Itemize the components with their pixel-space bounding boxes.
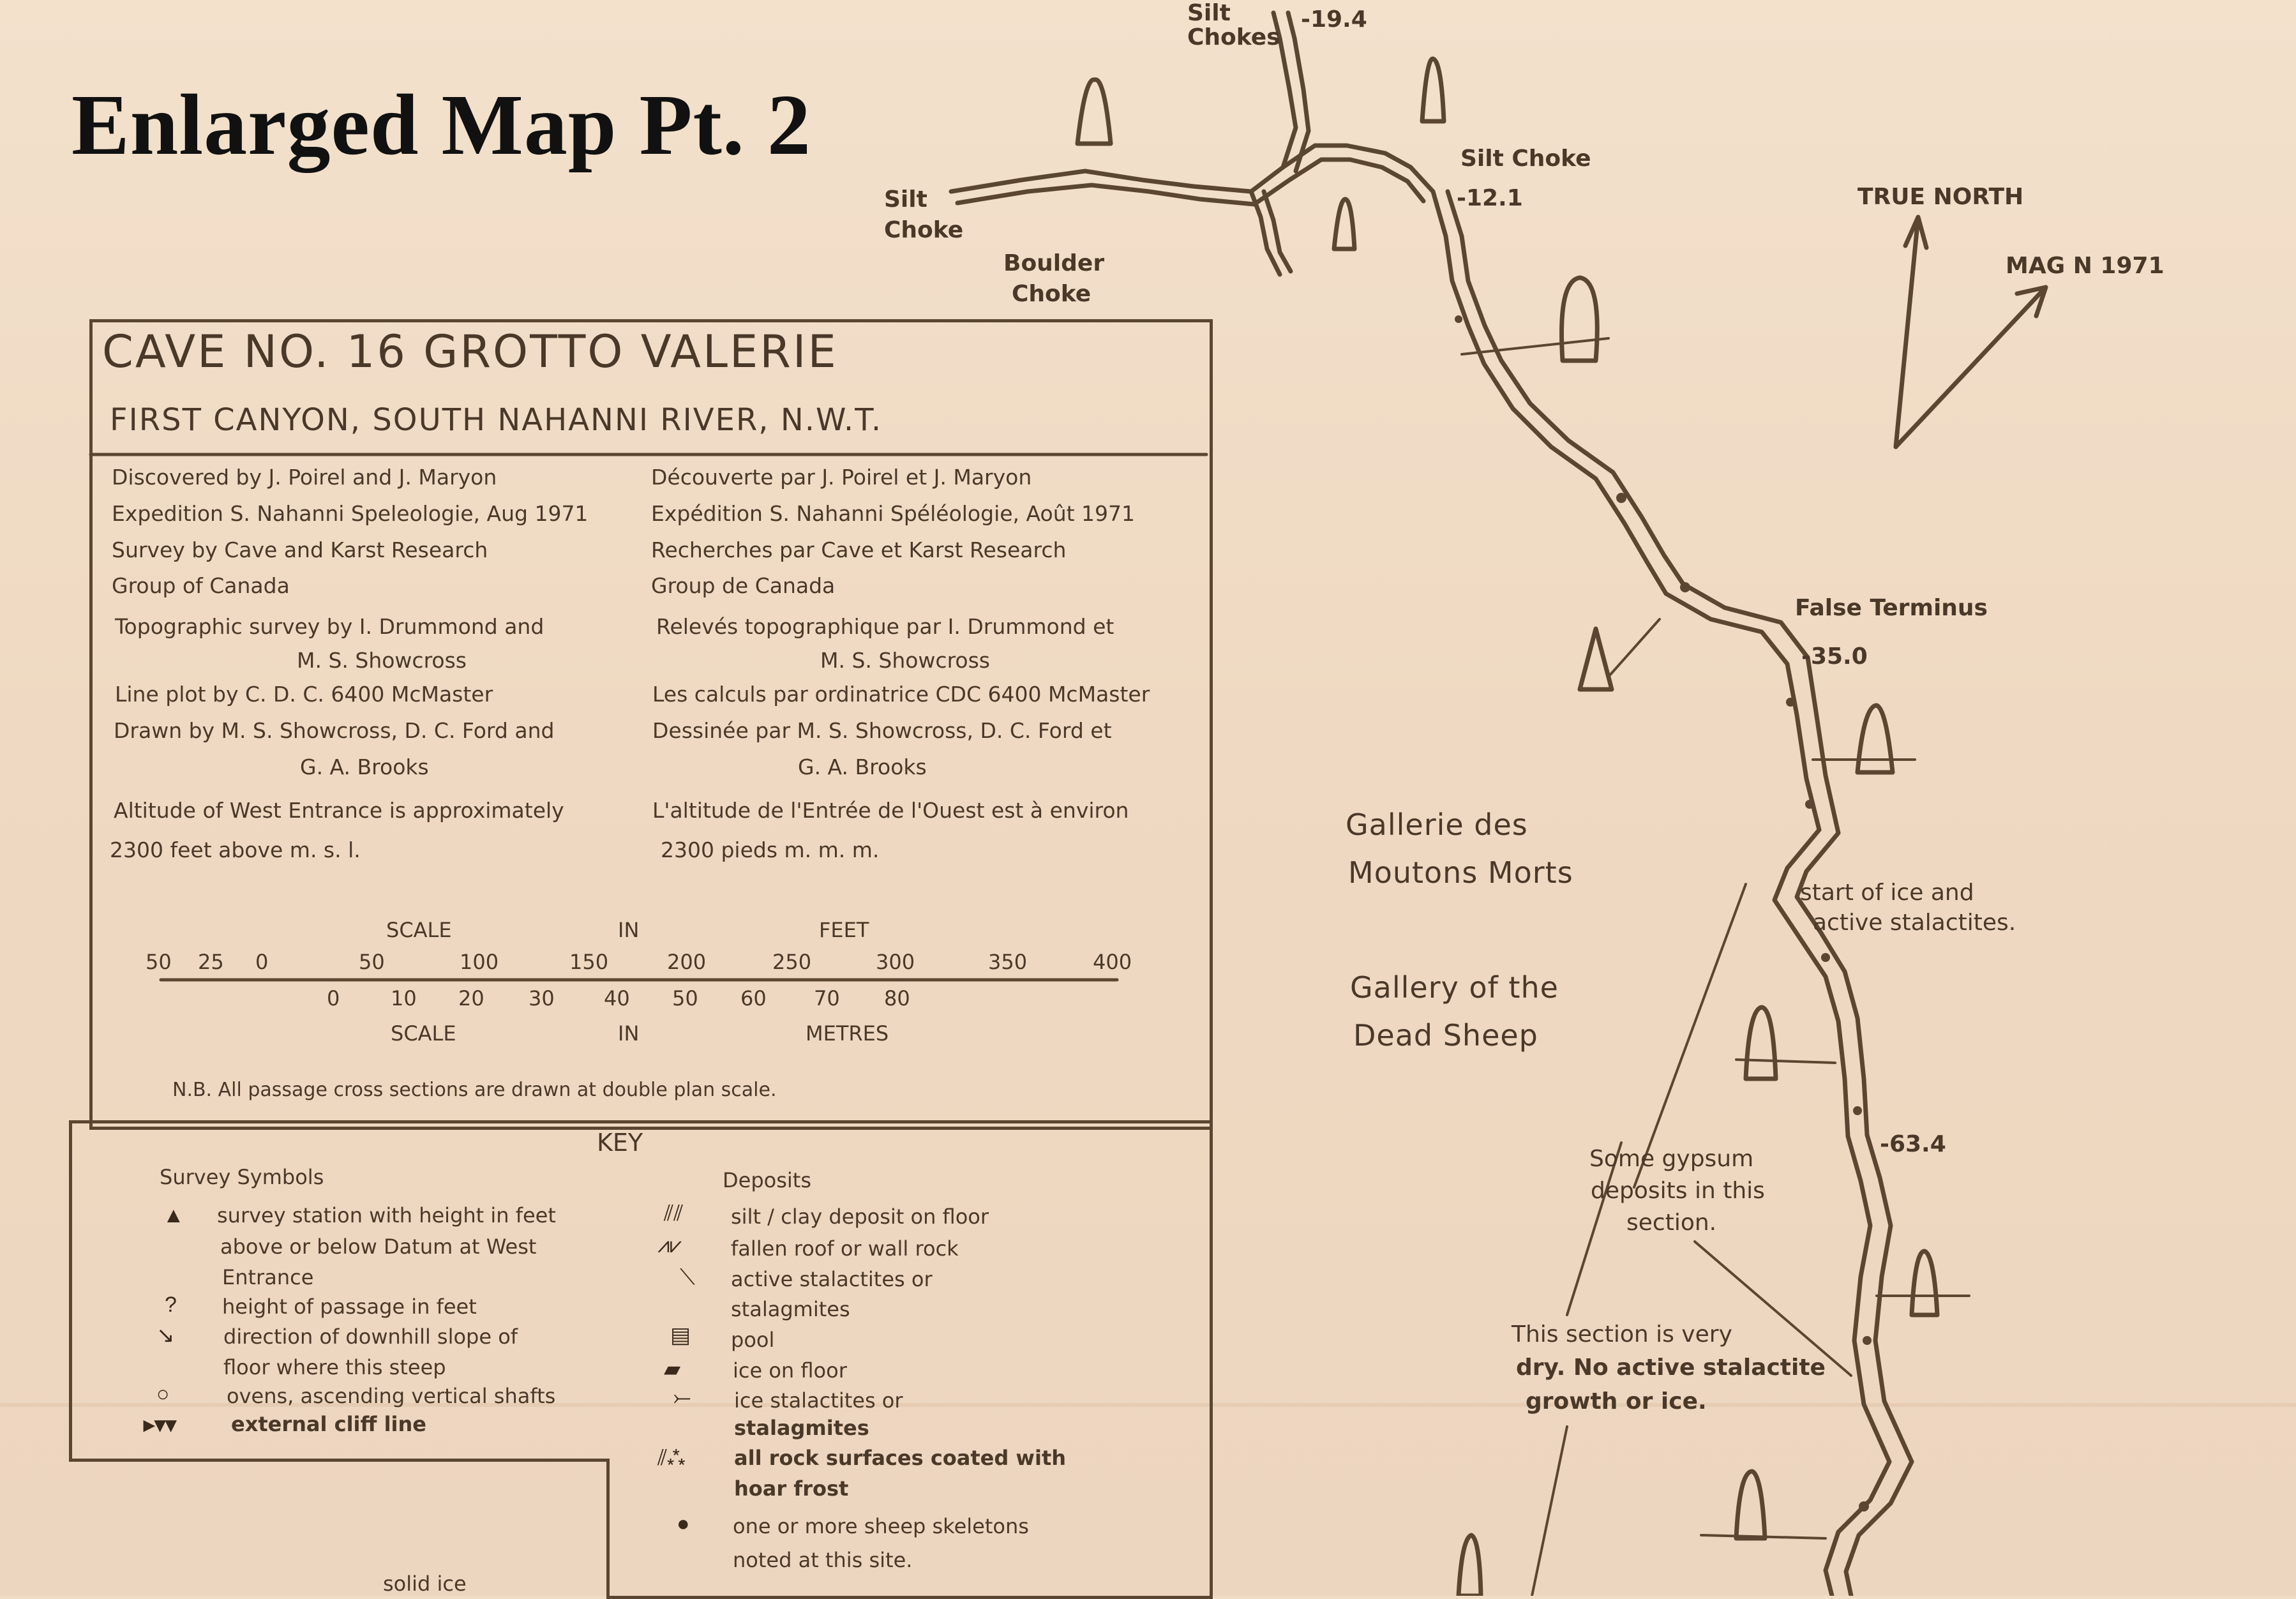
scale-tick-feet: 300: [876, 950, 915, 974]
credit-line: Topographic survey by I. Drummond and: [115, 614, 544, 639]
map-label: Chokes: [1187, 24, 1280, 50]
scale-tick-feet: 50: [359, 950, 385, 974]
key-item-text: direction of downhill slope of: [223, 1325, 518, 1349]
map-note: deposits in this: [1591, 1178, 1765, 1204]
key-item-text: active stalactites or: [731, 1267, 933, 1291]
scale-caption: IN: [618, 1021, 640, 1046]
cross-section: [1736, 1471, 1765, 1538]
credit-line: Discovered by J. Poirel and J. Maryon: [112, 465, 497, 490]
gallery-name-en: Dead Sheep: [1353, 1018, 1538, 1053]
silt-hatch-icon: ⫽⫽: [664, 1201, 684, 1226]
credit-line-fr: Dessinée par M. S. Showcross, D. C. Ford et: [652, 718, 1112, 743]
true-north-label: TRUE NORTH: [1857, 184, 2024, 210]
map-label: Boulder: [1003, 250, 1105, 276]
credit-line-fr: G. A. Brooks: [798, 754, 927, 779]
scale-tick-metres: 60: [740, 986, 767, 1010]
scale-tick-feet: 200: [667, 950, 707, 974]
slope-arrow-icon: ↘: [156, 1323, 175, 1348]
cross-section: [1857, 705, 1893, 772]
cliff-line-icon: ▸▾▾: [144, 1413, 177, 1437]
cave-name: CAVE NO. 16 GROTTO VALERIE: [102, 326, 838, 378]
map-label: Choke: [884, 217, 964, 243]
key-item-text: hoar frost: [734, 1476, 849, 1501]
credit-line-fr: M. S. Showcross: [820, 648, 990, 673]
scale-tick-feet: 100: [460, 950, 499, 974]
cross-section: [1459, 1535, 1481, 1596]
map-label: Silt: [884, 186, 927, 213]
boulder-branch-wall: [1264, 191, 1291, 271]
credit-line: Line plot by C. D. C. 6400 McMaster: [115, 682, 493, 707]
map-label: False Terminus: [1795, 595, 1988, 621]
gallery-name-fr: Gallerie des: [1346, 807, 1528, 842]
scale-tick-feet: 50: [146, 950, 172, 974]
scale-tick-feet: 400: [1093, 950, 1132, 974]
map-label: Choke: [1012, 281, 1092, 307]
key-item-text: noted at this site.: [733, 1548, 913, 1572]
key-item-text: one or more sheep skeletons: [733, 1514, 1029, 1538]
scale-caption: METRES: [806, 1021, 889, 1046]
key-item-text: pool: [731, 1328, 775, 1352]
depth-label: -19.4: [1301, 6, 1367, 33]
credit-line: G. A. Brooks: [300, 754, 429, 779]
passage-height-icon: ?: [165, 1293, 177, 1317]
credit-line-fr: Relevés topographique par I. Drummond et: [656, 614, 1114, 639]
cross-section: [1334, 199, 1354, 249]
key-item-text: fallen roof or wall rock: [731, 1236, 959, 1261]
key-item-text: above or below Datum at West: [220, 1235, 537, 1259]
gallery-name-en: Gallery of the: [1350, 970, 1559, 1005]
cross-section: [1422, 59, 1444, 121]
key-item-text: external cliff line: [231, 1412, 426, 1436]
scale-tick-metres: 40: [604, 986, 630, 1010]
scale-tick-metres: 50: [672, 986, 698, 1010]
credit-line-fr: Expédition S. Nahanni Spéléologie, Août 1971: [651, 501, 1136, 526]
key-item-text: silt / clay deposit on floor: [731, 1205, 989, 1229]
cross-section: [1746, 1007, 1776, 1079]
credit-line: Drawn by M. S. Showcross, D. C. Ford and: [114, 718, 555, 743]
survey-symbols-heading: Survey Symbols: [160, 1165, 324, 1189]
credit-line-fr: Les calculs par ordinatrice CDC 6400 McMaster: [652, 682, 1150, 707]
map-label: Silt Choke: [1460, 146, 1591, 172]
map-note: Some gypsum: [1589, 1146, 1754, 1172]
scale-caption: FEET: [819, 918, 869, 942]
credit-line: 2300 feet above m. s. l.: [110, 837, 361, 862]
scale-tick-feet: 250: [772, 950, 812, 974]
depth-label: -35.0: [1801, 643, 1868, 670]
key-item-text: Entrance: [222, 1265, 314, 1289]
map-note: This section is very: [1512, 1321, 1732, 1348]
cross-section: [1580, 629, 1612, 689]
cross-section: [1077, 80, 1111, 144]
credit-line: Survey by Cave and Karst Research: [112, 537, 488, 562]
fallen-rock-icon: ⩘⩗: [657, 1233, 682, 1257]
credit-line-fr: 2300 pieds m. m. m.: [661, 837, 880, 862]
credit-line-fr: L'altitude de l'Entrée de l'Ouest est à environ: [652, 798, 1129, 823]
stalactite-icon: ⟍: [680, 1265, 695, 1289]
scale-tick-feet: 25: [198, 950, 224, 974]
depth-label: -63.4: [1880, 1131, 1946, 1157]
credit-line-fr: Découverte par J. Poirel et J. Maryon: [651, 465, 1032, 490]
key-item-text: ice stalactites or: [734, 1388, 903, 1413]
ice-floor-icon: ▰: [664, 1357, 681, 1381]
upper-passage-wall: [957, 160, 1423, 204]
ice-stalactite-icon: ⤚: [673, 1385, 691, 1409]
deposits-heading: Deposits: [723, 1168, 811, 1192]
credit-line: Expedition S. Nahanni Speleologie, Aug 1971: [112, 501, 589, 526]
scale-tick-feet: 150: [569, 950, 609, 974]
scale-tick-feet: 350: [988, 950, 1028, 974]
upper-passage: [951, 146, 1433, 191]
map-note: dry. No active stalactite: [1516, 1355, 1826, 1381]
scale-tick-metres: 70: [814, 986, 840, 1010]
map-note: start of ice and: [1800, 880, 1974, 906]
map-note: growth or ice.: [1526, 1388, 1707, 1415]
scale-caption: SCALE: [386, 918, 452, 942]
gallery-name-fr: Moutons Morts: [1348, 855, 1573, 890]
cross-section: [1562, 278, 1598, 361]
key-item-text: all rock surfaces coated with: [734, 1446, 1067, 1470]
credit-line: Group of Canada: [112, 573, 290, 598]
page-title: Enlarged Map Pt. 2: [71, 77, 811, 173]
scale-tick-metres: 0: [327, 986, 340, 1010]
credit-line-fr: Recherches par Cave et Karst Research: [651, 537, 1067, 562]
true-north-arrow: [1896, 217, 1926, 447]
map-label: solid ice: [383, 1572, 467, 1596]
pool-icon: ▤: [670, 1323, 691, 1348]
map-note: section.: [1626, 1210, 1717, 1236]
credit-line-fr: Group de Canada: [651, 573, 836, 598]
key-item-text: floor where this steep: [223, 1355, 446, 1379]
shaft-circle-icon: ○: [156, 1382, 170, 1406]
key-item-text: ice on floor: [733, 1358, 847, 1383]
magnetic-north-label: MAG N 1971: [2006, 253, 2165, 279]
key-item-text: stalagmites: [731, 1297, 850, 1321]
depth-label: -12.1: [1457, 185, 1523, 211]
key-title: KEY: [597, 1129, 643, 1157]
survey-station-icon: ▲: [163, 1203, 184, 1227]
mag-north-arrow: [1896, 287, 2046, 447]
cave-location: FIRST CANYON, SOUTH NAHANNI RIVER, N.W.T.: [110, 402, 883, 438]
map-note: active stalactites.: [1813, 910, 2016, 936]
credit-line: M. S. Showcross: [297, 648, 467, 673]
hoar-frost-icon: ⫽⁂: [657, 1446, 686, 1470]
scale-caption: IN: [618, 918, 640, 942]
key-item-text: survey station with height in feet: [217, 1203, 556, 1227]
key-item-text: stalagmites: [734, 1416, 869, 1440]
scale-note: N.B. All passage cross sections are drawn at double plan scale.: [172, 1079, 777, 1101]
map-label: Silt: [1187, 0, 1231, 26]
key-block-step: [69, 1459, 610, 1462]
cross-section: [1912, 1251, 1937, 1315]
scale-tick-metres: 20: [458, 986, 484, 1010]
sheep-skeleton-icon: ●: [677, 1512, 690, 1536]
scale-tick-feet: 0: [255, 950, 269, 974]
key-item-text: ovens, ascending vertical shafts: [227, 1384, 556, 1408]
scale-tick-metres: 10: [391, 986, 417, 1010]
scale-caption: SCALE: [391, 1021, 456, 1046]
scale-tick-metres: 80: [884, 986, 910, 1010]
key-item-text: height of passage in feet: [222, 1295, 477, 1319]
scale-tick-metres: 30: [529, 986, 555, 1010]
credit-line: Altitude of West Entrance is approximately: [114, 798, 564, 823]
